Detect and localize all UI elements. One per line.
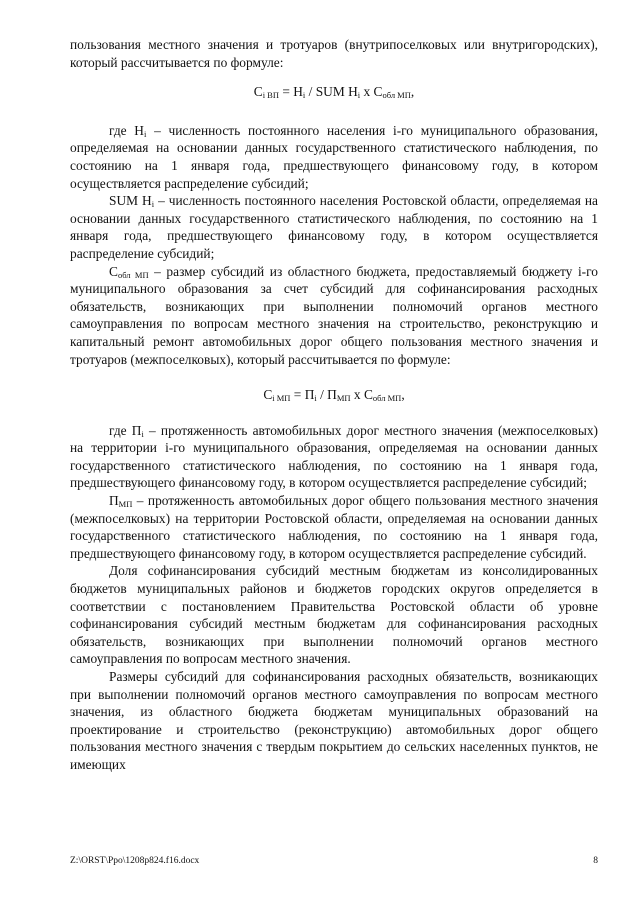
formula-vp: $C_{i ВП} = H_i$ / SUM $H_i$ x $C_{обл МП}$, [253,84,415,101]
paragraph-def-c-obl: $C_{обл МП}$ – размер субсидий из областного бюджета, предоставляемый бюджету i-го муниципального образования за счет субсидий для софинансирования расходных обязательств, возникающих при выполнении полномочий органов местного самоуправления по вопросам местного значения на строительство, реконструкцию и капитальный ремонт автомобильных дорог общего пользования местного значения и тротуаров (межпоселковых), который рассчитывается по формуле: [70,263,598,367]
paragraph-def-hi: где $H_i$ – численность постоянного населения i-го муниципального образования, определяемая на основании данных государственного статистического наблюдения, по состоянию на 1 января года, предшествующего финансовому году, в котором осуществляется распределение субсидий; [70,122,598,191]
page-number: 8 [593,856,598,866]
paragraph-subsidy-sizes: Размеры субсидий для софинансирования расходных обязательств, возникающих при выполнении полномочий органов местного самоуправления по вопросам местного значения, из областного бюджета бюджетам муниципальных образований на проектирование и строительство (реконструкцию) автомобильных дорог общего пользования местного значения с твердым покрытием до сельских населенных пунктов, не имеющих [70,669,598,772]
paragraph-intro: пользования местного значения и тротуаров (внутрипоселковых или внутригородских), который рассчитывается по формуле: [70,37,598,70]
paragraph-def-pi: где $П_i$ – протяженность автомобильных дорог местного значения (межпоселковых) на территории i-го муниципального образования, определяемая на основании данных государственного статистического наблюдения, по состоянию на 1 января года, предшествующего финансовому году, в котором осуществляется распределение субсидий; [70,422,598,491]
paragraph-cofinancing-share: Доля софинансирования субсидий местным бюджетам из консолидированных бюджетов муниципальных районов и бюджетов городских округов определяется в соответствии с постановлением Правительства Ростовской области об уровне софинансирования субсидий местным бюджетам для софинансирования расходных обязательств, возникающих при выполнении полномочий органов местного самоуправления по вопросам местного значения. [70,563,598,667]
file-path: Z:\ORST\Ppo\1208p824.f16.docx [70,856,200,866]
paragraph-def-sum-hi: SUM $H_i$ – численность постоянного населения Ростовской области, определяемая на основании данных государственного статистического наблюдения, по состоянию на 1 января года, предшествующего финансовому году, в котором осуществляется распределение субсидий; [70,193,598,261]
document-body [70,36,598,774]
formula-mp: $C_{i МП} = П_i / П_{МП}$ x $C_{обл МП}$, [263,387,405,404]
paragraph-def-pmp: $П_{МП}$ – протяженность автомобильных дорог общего пользования местного значения (межпоселковых) на территории Ростовской области, определяемая на основании данных государственного статистического наблюдения, по состоянию на 1 января года, предшествующего финансовому году, в котором осуществляется распределение субсидий. [70,493,598,561]
